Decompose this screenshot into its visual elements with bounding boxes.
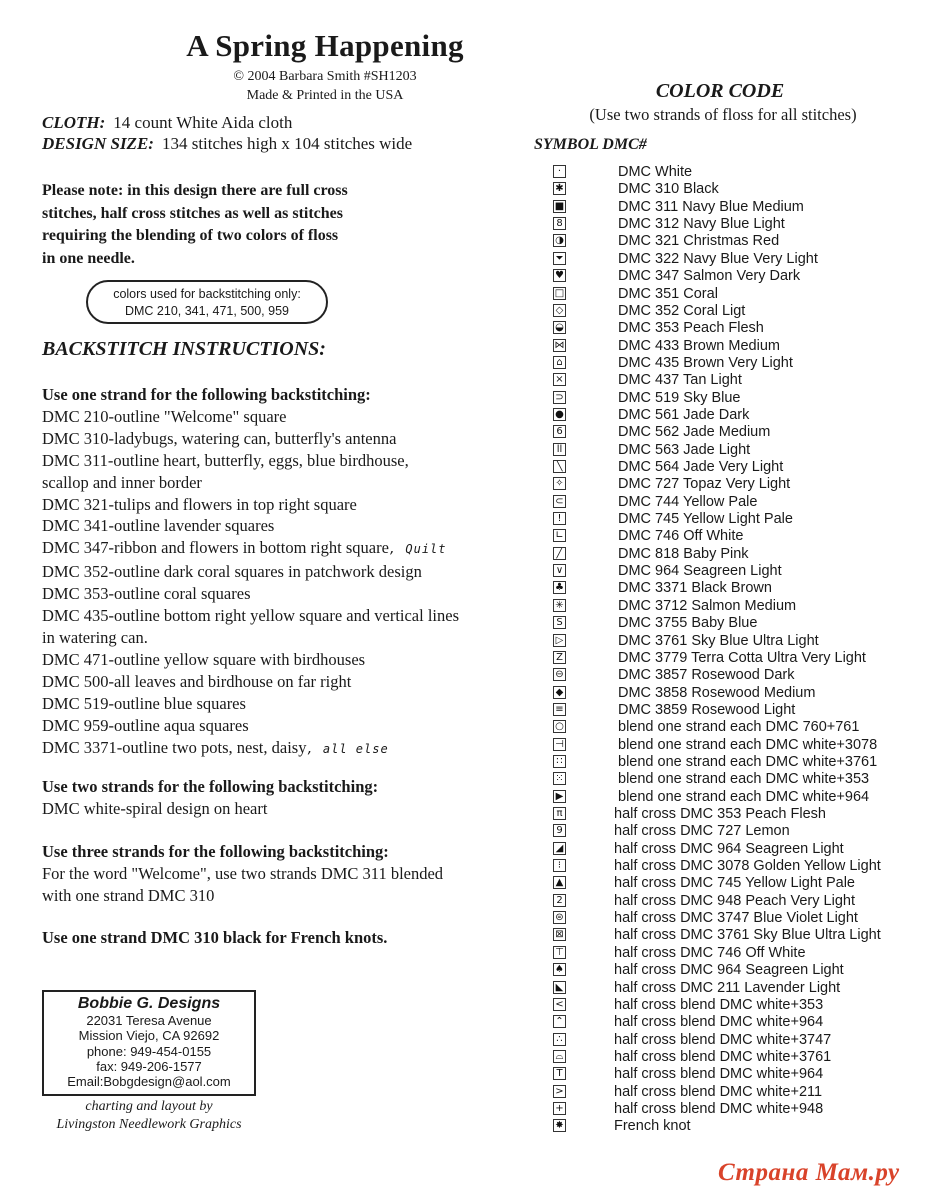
made-in-line: Made & Printed in the USA [246,88,404,103]
backstitch-line-text: DMC 3371-outline two pots, nest, daisy [42,737,307,757]
backstitch-line-text: DMC 341-outline lavender squares [42,516,275,536]
spade-symbol-icon: ♠ [553,963,566,976]
backstitch-line [42,671,522,693]
legend-row [553,216,913,233]
backstitch-line-text: scallop and inner border [42,472,202,492]
v-symbol-icon: ∨ [553,564,566,577]
backstitch-line [42,537,522,561]
backstitch-colors-list: DMC 210, 341, 471, 500, 959 [124,304,289,318]
backstitch-line-text: DMC 321-tulips and flowers in top right square [42,494,357,514]
copyright-line: © 2004 Barbara Smith #SH1203 [233,69,417,84]
legend-label: DMC 347 Salmon Very Dark [618,268,801,285]
pi-symbol-icon: π [553,807,566,820]
legend-row [553,424,913,441]
legend-row [553,702,913,719]
vertical-dots-symbol-icon: ⁝ [553,859,566,872]
designer-city: Mission Viejo, CA 92692 [78,1028,220,1044]
designer-fax: fax: 949-206-1577 [96,1058,202,1074]
down-arrow-symbol-icon: ⏷ [553,252,566,265]
please-note-block [42,180,412,270]
backslash-symbol-icon: ╲ [553,460,566,473]
legend-label: DMC 3779 Terra Cotta Ultra Very Light [618,649,866,666]
legend-label: DMC 564 Jade Very Light [618,459,784,475]
corner-symbol-icon: ∟ [553,529,566,542]
french-knots-instruction: Use one strand DMC 310 black for French knots. [42,928,388,947]
legend-label: DMC 352 Coral Ligt [618,302,746,319]
z-symbol-icon: Z [553,651,566,664]
legend-row [553,841,913,858]
note-line: stitches, half cross stitches as well as stitches [42,204,344,222]
segment-symbol-icon: ⌓ [553,1050,566,1063]
circle-equals-symbol-icon: ⊜ [553,911,566,924]
legend-label: DMC 3755 Baby Blue [618,615,758,632]
color-code-column-header: SYMBOL DMC# [534,136,647,153]
legend-label: DMC 3858 Rosewood Medium [618,684,816,701]
legend-label: half cross DMC 745 Yellow Light Pale [614,875,855,892]
backstitch-line-text: DMC 519-outline blue squares [42,693,246,713]
bottom-half-circle-symbol-icon: ◒ [553,321,566,334]
plus-symbol-icon: + [553,1102,566,1115]
legend-row [553,633,913,650]
legend-row [553,268,913,285]
legend-label: DMC 964 Seagreen Light [618,563,782,580]
backstitch-line [42,627,522,649]
backstitch-line [42,428,522,450]
legend-row [553,580,913,597]
legend-label: blend one strand each DMC white+3078 [618,736,878,753]
legend-label: DMC 322 Navy Blue Very Light [618,250,818,267]
legend-label: half cross DMC 746 Off White [614,944,806,961]
legend-row [553,338,913,355]
legend-row [553,685,913,702]
legend-label: DMC 3857 Rosewood Dark [618,667,795,684]
backstitch-line-text: DMC 310-ladybugs, watering can, butterfly's antenna [42,428,397,448]
legend-label: half cross DMC 727 Lemon [614,823,790,840]
site-watermark: Страна Мам.ру [718,1159,900,1186]
note-line: Please note: in this design there are full cross [42,182,348,199]
three-strand-line: with one strand DMC 310 [42,885,215,905]
legend-row [553,789,913,806]
legend-label: DMC 561 Jade Dark [618,406,750,423]
legend-row [553,442,913,459]
legend-row [553,286,913,303]
diamond-symbol-icon: ◇ [553,304,566,317]
backstitch-line [42,605,522,627]
legend-label: half cross DMC 964 Seagreen Light [614,840,844,857]
legend-row [553,1014,913,1031]
backstitch-line [42,715,522,737]
s-symbol-icon: S [553,616,566,629]
legend-label: half cross blend DMC white+353 [614,996,824,1013]
legend-label: DMC 3371 Black Brown [618,580,772,597]
designer-phone: phone: 949-454-0155 [86,1043,212,1059]
legend-label: DMC 3761 Sky Blue Ultra Light [618,632,819,649]
legend-row [553,233,913,250]
legend-row [553,650,913,667]
legend-label: half cross DMC 964 Seagreen Light [614,962,844,979]
filled-square-symbol-icon: ■ [554,200,565,212]
legend-label: DMC 321 Christmas Red [618,233,780,250]
design-size-label: DESIGN SIZE: [42,134,154,153]
star-symbol-icon: ✳ [553,599,566,612]
legend-row [553,494,913,511]
cloth-label: CLOTH: [42,113,106,132]
backstitch-line [42,649,522,671]
house-symbol-icon: ⌂ [553,356,566,369]
one-strand-heading: Use one strand for the following backstitching: [42,385,371,404]
french-knot-symbol-icon: ✸ [553,1119,566,1132]
legend-row [553,910,913,927]
backstitch-colors-caption: colors used for backstitching only: [113,287,301,301]
three-strand-heading: Use three strands for the following backstitching: [42,842,389,861]
legend-row [553,251,913,268]
exclamation-symbol-icon: ! [553,512,566,525]
lower-left-triangle-symbol-icon: ◣ [553,981,566,994]
legend-row [553,459,913,476]
superset-symbol-icon: ⊃ [553,391,566,404]
legend-label: DMC 353 Peach Flesh [618,320,764,337]
two-symbol-icon: 2 [553,894,566,907]
design-size-value: 134 stitches high x 104 stitches wide [161,134,413,153]
caret-symbol-icon: ⌃ [553,1015,566,1028]
down-tack-symbol-icon: ⊤ [553,946,566,959]
legend-label: half cross DMC 948 Peach Very Light [614,892,855,909]
charting-credit [42,1098,256,1134]
two-strand-line: DMC white-spiral design on heart [42,798,268,818]
backstitch-line-text: in watering can. [42,627,148,647]
left-tack-symbol-icon: ⊣ [553,738,566,751]
backstitch-line-text: DMC 352-outline dark coral squares in patchwork design [42,562,422,582]
double-bar-symbol-icon: ll [553,443,566,456]
legend-row [553,806,913,823]
backstitch-line [42,494,522,516]
legend-row [553,945,913,962]
legend-label: DMC 3712 Salmon Medium [618,597,797,614]
six-symbol-icon: 6 [553,425,566,438]
filled-diamond-symbol-icon: ◆ [553,686,566,699]
legend-label: DMC 563 Jade Light [618,441,751,458]
legend-label: French knot [614,1118,691,1135]
circle-minus-symbol-icon: ⊖ [553,668,566,681]
legend-row [553,719,913,736]
triple-bar-symbol-icon: ≡ [553,703,566,716]
credit-line: charting and layout by [85,1099,213,1114]
legend-label: blend one strand each DMC white+964 [618,788,870,805]
subset-symbol-icon: ⊂ [553,495,566,508]
legend-label: half cross DMC 3078 Golden Yellow Light [614,858,881,874]
legend-row [553,1049,913,1066]
legend-label: DMC 437 Tan Light [618,372,742,389]
cloth-spec [42,113,292,133]
half-circle-symbol-icon: ◑ [553,234,566,247]
nine-symbol-icon: 9 [553,824,566,837]
design-size-spec [42,134,412,154]
heart-symbol-icon: ♥ [553,269,566,282]
backstitch-line [42,737,522,761]
legend-row [553,303,913,320]
legend-row [553,1066,913,1083]
open-square-symbol-icon: □ [554,287,565,299]
legend-row [553,164,913,181]
legend-label: blend one strand each DMC white+353 [618,771,870,788]
color-code-subtitle: (Use two strands of floss for all stitches) [589,105,857,124]
designer-contact-box [42,990,256,1096]
legend-label: DMC 744 Yellow Pale [618,493,758,510]
five-dot-symbol-icon: ⁙ [553,772,566,785]
backstitch-line [42,561,522,583]
legend-row [553,858,913,875]
legend-row [553,476,913,493]
sparkle-symbol-icon: ✧ [553,477,566,490]
legend-label: DMC 312 Navy Blue Light [618,216,785,233]
dot-symbol-icon: · [553,165,566,178]
backstitch-line [42,450,522,472]
backstitch-line [42,406,522,428]
backstitch-heading: BACKSTITCH INSTRUCTIONS: [42,338,326,360]
backstitch-line-text: DMC 353-outline coral squares [42,584,251,604]
legend-label: half cross blend DMC white+211 [614,1083,823,1100]
legend-row [553,875,913,892]
less-than-symbol-icon: < [553,998,566,1011]
legend-row [553,823,913,840]
legend-row [553,997,913,1014]
legend-label: DMC 745 Yellow Light Pale [618,511,793,527]
legend-label: DMC 3859 Rosewood Light [618,701,796,718]
legend-row [553,199,913,216]
legend-label: DMC 435 Brown Very Light [618,354,793,371]
legend-row [553,528,913,545]
designer-name: Bobbie G. Designs [77,995,221,1012]
up-triangle-symbol-icon: ▲ [553,876,566,889]
four-dot-symbol-icon: ∷ [553,755,566,768]
legend-row [553,737,913,754]
backstitch-line-text: DMC 959-outline aqua squares [42,715,249,735]
legend-row [553,980,913,997]
corner-triangle-symbol-icon: ◢ [553,842,566,855]
backstitch-line [42,583,522,605]
legend-row [553,1032,913,1049]
legend-label: half cross DMC 353 Peach Flesh [614,806,826,822]
legend-label: DMC 818 Baby Pink [618,545,749,562]
legend-label: DMC 727 Topaz Very Light [618,476,791,493]
backstitch-line-text: DMC 347-ribbon and flowers in bottom right square [42,538,389,558]
designer-email: Email:Bobgdesign@aol.com [67,1074,231,1090]
legend-label: DMC 519 Sky Blue [618,389,741,406]
legend-label: half cross DMC 3761 Sky Blue Ultra Light [614,927,881,944]
legend-label: DMC White [618,164,693,180]
legend-label: half cross blend DMC white+964 [614,1066,824,1083]
legend-label: half cross blend DMC white+948 [614,1100,824,1117]
bowtie-symbol-icon: ⋈ [554,339,565,351]
legend-row [553,1084,913,1101]
eight-symbol-icon: 8 [553,217,566,230]
credit-line: Livingston Needlework Graphics [56,1117,242,1132]
backstitch-line-text: DMC 210-outline "Welcome" square [42,406,287,426]
legend-row [553,754,913,771]
designer-address: 22031 Teresa Avenue [86,1013,212,1028]
play-symbol-icon: ▶ [553,790,566,803]
legend-row [553,181,913,198]
backstitch-line [42,693,522,715]
backstitch-two-strand-group [42,776,522,820]
legend-row [553,407,913,424]
legend-row [553,771,913,788]
legend-label: blend one strand each DMC 760+761 [618,719,860,736]
legend-row [553,1101,913,1118]
legend-row [553,927,913,944]
cloth-value: 14 count White Aida cloth [113,113,293,132]
backstitch-line [42,472,522,494]
backstitch-line-text: DMC 435-outline bottom right yellow square and vertical lines [42,606,460,626]
legend-label: DMC 311 Navy Blue Medium [618,198,804,215]
legend-label: DMC 433 Brown Medium [618,337,780,354]
legend-label: half cross blend DMC white+3761 [614,1048,832,1065]
legend-row [553,893,913,910]
legend-row [553,390,913,407]
legend-label: half cross DMC 211 Lavender Light [614,979,841,996]
legend-row [553,1118,913,1135]
backstitch-line-text: DMC 311-outline heart, butterfly, eggs, blue birdhouse, [42,450,409,470]
legend-label: blend one strand each DMC white+3761 [618,753,878,770]
t-symbol-icon: T [553,1067,566,1080]
three-strand-line: For the word "Welcome", use two strands DMC 311 blended [42,863,444,883]
asterisk-symbol-icon: ✱ [553,182,566,195]
legend-label: DMC 562 Jade Medium [618,424,771,441]
legend-row [553,667,913,684]
filled-circle-symbol-icon: ● [553,408,566,421]
legend-label: DMC 746 Off White [618,528,744,545]
backstitch-line-text: DMC 500-all leaves and birdhouse on far right [42,671,352,691]
legend-row [553,355,913,372]
x-symbol-icon: × [553,373,566,386]
backstitch-line [42,515,522,537]
circle-symbol-icon: ○ [553,720,566,733]
legend-label: half cross blend DMC white+3747 [614,1031,832,1048]
legend-row [553,372,913,389]
backstitch-three-strand-group [42,841,522,907]
legend-row [553,546,913,563]
backstitch-one-strand-group [42,384,522,760]
legend-row [553,598,913,615]
backstitch-line-text: DMC 471-outline yellow square with birdhouses [42,649,366,669]
color-code-title: COLOR CODE [655,80,785,102]
three-dot-symbol-icon: ∴ [553,1033,566,1046]
page-title: A Spring Happening [186,28,464,63]
legend-label: half cross blend DMC white+964 [614,1014,824,1031]
legend-label: half cross DMC 3747 Blue Violet Light [614,910,858,927]
legend-row [553,962,913,979]
slash-symbol-icon: ╱ [553,547,566,560]
handwritten-note: , all else [306,741,389,756]
legend-label: DMC 310 Black [618,181,719,198]
backstitch-colors-box [86,280,328,324]
one-strand-lines [42,406,522,761]
legend-label: DMC 351 Coral [618,285,718,302]
legend-row [553,563,913,580]
right-triangle-symbol-icon: ▷ [553,634,566,647]
legend-row [553,511,913,528]
note-line: in one needle. [42,249,135,267]
legend-row [553,615,913,632]
boxed-x-symbol-icon: ⊠ [553,928,566,941]
greater-than-symbol-icon: > [553,1085,566,1098]
legend-row [553,320,913,337]
club-symbol-icon: ♣ [553,581,566,594]
handwritten-note: , Quilt [388,542,447,557]
two-strand-heading: Use two strands for the following backstitching: [42,777,379,796]
note-line: requiring the blending of two colors of floss [42,227,339,244]
